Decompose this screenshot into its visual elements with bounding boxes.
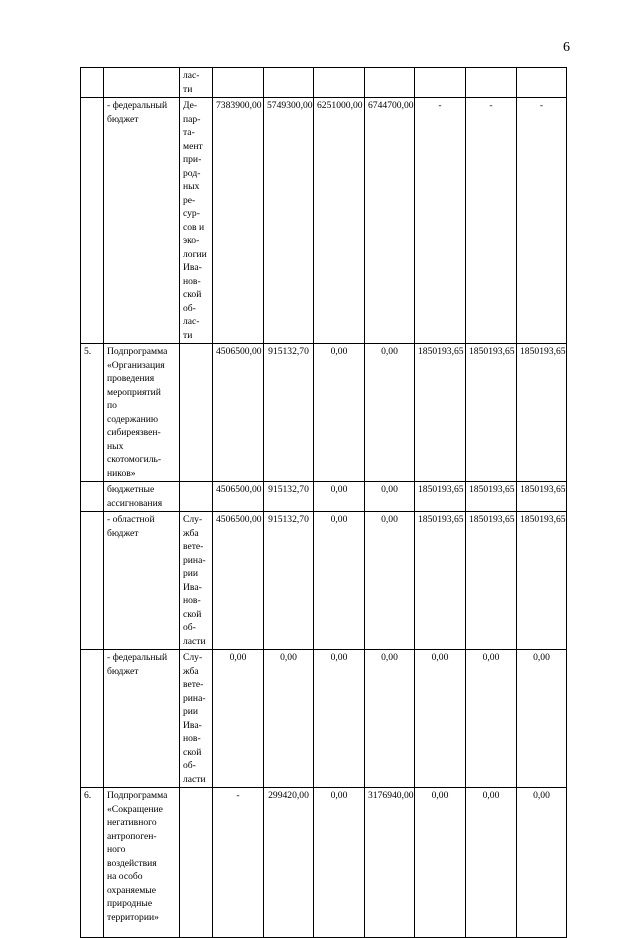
row-index: 5. — [81, 344, 104, 482]
amount-cell: 0,00 — [365, 512, 415, 650]
responsible-line: Слу- — [183, 652, 203, 663]
responsible-line: рина- — [183, 692, 206, 704]
row-name — [104, 650, 180, 788]
name-line: ассигнования — [107, 497, 163, 509]
name-line: проведения — [107, 373, 155, 384]
amount-cell: 1850193,65 — [517, 512, 567, 650]
amount-cell — [517, 68, 567, 98]
amount-cell: 0,00 — [365, 650, 415, 788]
amount-cell: 0,00 — [365, 344, 415, 482]
amount-cell: 6251000,00 — [314, 98, 365, 344]
amount-cell: 1850193,65 — [466, 482, 517, 512]
name-line: воздействия — [107, 857, 157, 869]
responsible-line: та- — [183, 127, 195, 138]
name-line: содержанию — [107, 413, 159, 425]
name-line: бюджет — [107, 665, 139, 677]
amount-cell: 1850193,65 — [415, 482, 466, 512]
responsible-line: Слу- — [183, 514, 203, 525]
row-name — [104, 68, 180, 98]
responsible-line: сур- — [183, 208, 200, 219]
responsible-line: Ива- — [183, 719, 202, 731]
amount-cell: 3176940,00 — [365, 788, 415, 938]
name-line: по — [107, 400, 117, 411]
responsible-executor — [180, 344, 213, 482]
amount-cell: 0,00 — [466, 650, 517, 788]
amount-cell: 4506500,00 — [213, 344, 264, 482]
table-row — [81, 788, 567, 938]
responsible-line: пар- — [183, 113, 201, 125]
responsible-line: нов- — [183, 595, 201, 606]
amount-cell: 0,00 — [314, 788, 365, 938]
responsible-line: об- — [183, 622, 196, 633]
amount-cell: 0,00 — [466, 788, 517, 938]
amount-cell — [466, 68, 517, 98]
amount-cell: 4506500,00 — [213, 512, 264, 650]
name-line: - федеральный — [107, 652, 168, 663]
name-line: «Сокращение — [107, 803, 163, 815]
responsible-executor — [180, 512, 213, 650]
name-line: ников» — [107, 467, 136, 479]
amount-cell: 6744700,00 — [365, 98, 415, 344]
name-line: бюджет — [107, 527, 139, 539]
amount-cell: - — [517, 98, 567, 344]
name-line: ных — [107, 440, 124, 452]
table-row — [81, 68, 567, 98]
amount-cell: 299420,00 — [264, 788, 314, 938]
responsible-line: рии — [183, 568, 199, 579]
row-name — [104, 788, 180, 938]
row-index — [81, 98, 104, 344]
responsible-executor — [180, 482, 213, 512]
name-line: Подпрограмма — [107, 346, 168, 357]
name-line: - федеральный — [107, 100, 168, 111]
row-index: 6. — [81, 788, 104, 938]
responsible-executor — [180, 98, 213, 344]
amount-cell: - — [466, 98, 517, 344]
responsible-line: мент — [183, 140, 203, 152]
amount-cell: 0,00 — [517, 650, 567, 788]
responsible-line: ти — [183, 83, 193, 95]
amount-cell: 915132,70 — [264, 512, 314, 650]
responsible-line: ных — [183, 181, 200, 192]
name-line: Подпрограмма — [107, 790, 168, 801]
responsible-line: лас- — [183, 70, 200, 81]
amount-cell: 0,00 — [314, 512, 365, 650]
name-line: ного — [107, 844, 126, 855]
amount-cell: 1850193,65 — [466, 344, 517, 482]
responsible-line: Де- — [183, 100, 198, 111]
amount-cell: - — [415, 98, 466, 344]
responsible-line: рии — [183, 706, 199, 717]
responsible-line: ской — [183, 608, 202, 620]
responsible-line: нов- — [183, 275, 201, 287]
responsible-line: нов- — [183, 733, 201, 744]
amount-cell: 0,00 — [365, 482, 415, 512]
amount-cell: 0,00 — [415, 788, 466, 938]
row-index — [81, 512, 104, 650]
amount-cell: 0,00 — [517, 788, 567, 938]
responsible-line: ской — [183, 289, 202, 300]
name-line: территории» — [107, 911, 159, 923]
amount-cell: 5749300,00 — [264, 98, 314, 344]
table-row — [81, 650, 567, 788]
responsible-line: ласти — [183, 773, 206, 785]
responsible-line: об- — [183, 302, 196, 314]
name-line: - областной — [107, 514, 155, 525]
page-number: 6 — [563, 40, 570, 55]
amount-cell: - — [213, 788, 264, 938]
amount-cell: 0,00 — [264, 650, 314, 788]
name-line: скотомогиль- — [107, 454, 162, 465]
table-row — [81, 512, 567, 650]
name-line: антропоген- — [107, 830, 157, 842]
row-name — [104, 482, 180, 512]
responsible-line: вете- — [183, 679, 204, 690]
table-row — [81, 344, 567, 482]
amount-cell: 1850193,65 — [415, 344, 466, 482]
row-name — [104, 98, 180, 344]
name-line: сибиреязвен- — [107, 427, 161, 438]
amount-cell: 7383900,00 — [213, 98, 264, 344]
responsible-line: сов и — [183, 221, 205, 233]
amount-cell — [213, 68, 264, 98]
responsible-line: эко- — [183, 235, 200, 246]
responsible-line: жба — [183, 527, 199, 539]
responsible-line: ласти — [183, 635, 206, 647]
row-index — [81, 68, 104, 98]
name-line: бюджетные — [107, 484, 155, 495]
row-name — [104, 512, 180, 650]
amount-cell: 0,00 — [314, 650, 365, 788]
name-line: негативного — [107, 817, 157, 828]
responsible-line: логии — [183, 248, 207, 260]
amount-cell — [264, 68, 314, 98]
amount-cell: 0,00 — [213, 650, 264, 788]
responsible-line: жба — [183, 665, 199, 677]
responsible-executor — [180, 788, 213, 938]
responsible-line: вете- — [183, 541, 204, 552]
amount-cell — [365, 68, 415, 98]
amount-cell — [314, 68, 365, 98]
responsible-line: Ива- — [183, 262, 202, 273]
amount-cell — [415, 68, 466, 98]
amount-cell: 0,00 — [415, 650, 466, 788]
responsible-line: при- — [183, 154, 202, 165]
table-row — [81, 482, 567, 512]
responsible-executor — [180, 68, 213, 98]
name-line: охраняемые — [107, 884, 156, 896]
amount-cell: 915132,70 — [264, 344, 314, 482]
responsible-line: род- — [183, 167, 201, 179]
row-name — [104, 344, 180, 482]
table-row — [81, 98, 567, 344]
name-line: на особо — [107, 871, 143, 882]
name-line: природные — [107, 898, 153, 909]
responsible-line: ской — [183, 746, 202, 758]
budget-table — [80, 67, 567, 938]
amount-cell: 915132,70 — [264, 482, 314, 512]
amount-cell: 4506500,00 — [213, 482, 264, 512]
responsible-line: рина- — [183, 554, 206, 566]
responsible-executor — [180, 650, 213, 788]
row-index — [81, 650, 104, 788]
amount-cell: 0,00 — [314, 482, 365, 512]
amount-cell: 1850193,65 — [415, 512, 466, 650]
amount-cell: 1850193,65 — [466, 512, 517, 650]
amount-cell: 1850193,65 — [517, 344, 567, 482]
responsible-line: Ива- — [183, 581, 202, 593]
responsible-line: ти — [183, 329, 193, 341]
responsible-line: лас- — [183, 316, 200, 327]
row-index — [81, 482, 104, 512]
name-line: бюджет — [107, 113, 139, 125]
amount-cell: 1850193,65 — [517, 482, 567, 512]
table-body — [81, 68, 567, 938]
responsible-line: ре- — [183, 194, 196, 206]
amount-cell: 0,00 — [314, 344, 365, 482]
name-line: «Организация — [107, 359, 165, 371]
responsible-line: об- — [183, 760, 196, 771]
name-line: мероприятий — [107, 386, 161, 398]
